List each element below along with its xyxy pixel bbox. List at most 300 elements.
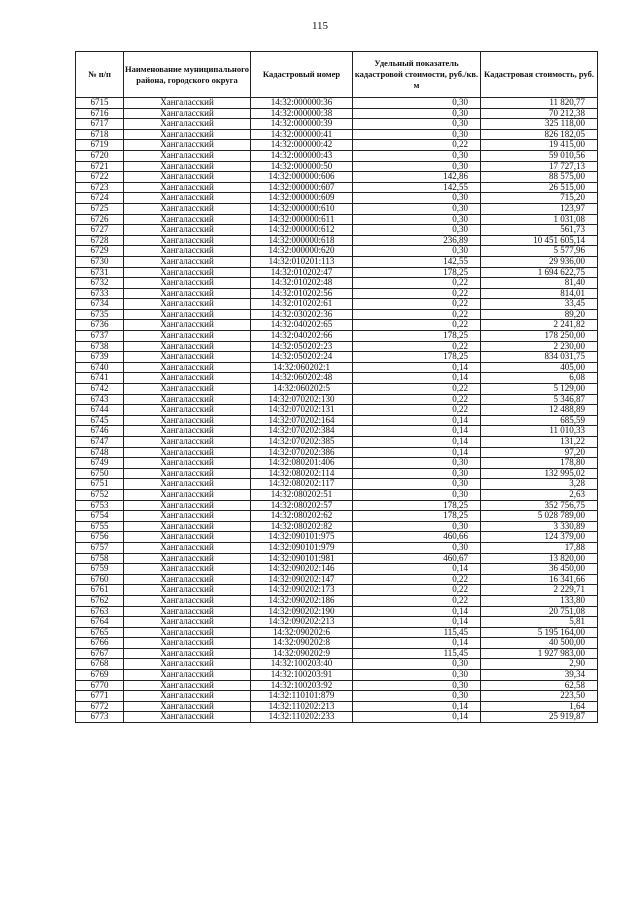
table-row xyxy=(76,489,598,500)
district-cell: Хангаласский xyxy=(124,415,251,426)
cadastral-value-cell: 826 182,05 xyxy=(481,129,598,140)
table-row xyxy=(76,595,598,606)
cadastral-value-cell: 178,80 xyxy=(481,458,598,469)
unit-value-cell: 460,66 xyxy=(353,532,481,543)
table-row xyxy=(76,701,598,712)
cadastral-value-cell: 834 031,75 xyxy=(481,352,598,363)
table-row xyxy=(76,161,598,172)
cadastral-value-cell: 62,58 xyxy=(481,680,598,691)
cadastral-number-cell: 14:32:080202:57 xyxy=(251,500,353,511)
unit-value-cell: 0,30 xyxy=(353,98,481,109)
row-number-cell: 6717 xyxy=(76,119,124,130)
cadastral-number-cell: 14:32:000000:618 xyxy=(251,235,353,246)
row-number-cell: 6771 xyxy=(76,691,124,702)
row-number-cell: 6764 xyxy=(76,617,124,628)
table-row xyxy=(76,405,598,416)
district-cell: Хангаласский xyxy=(124,405,251,416)
unit-value-cell: 0,30 xyxy=(353,225,481,236)
cadastral-value-cell: 1 927 983,00 xyxy=(481,648,598,659)
cadastral-value-cell: 88 575,00 xyxy=(481,172,598,183)
district-cell: Хангаласский xyxy=(124,595,251,606)
unit-value-cell: 0,30 xyxy=(353,214,481,225)
table-row xyxy=(76,394,598,405)
unit-value-cell: 0,30 xyxy=(353,108,481,119)
district-cell: Хангаласский xyxy=(124,256,251,267)
cadastral-value-cell: 405,00 xyxy=(481,362,598,373)
district-cell: Хангаласский xyxy=(124,701,251,712)
cadastral-number-cell: 14:32:000000:607 xyxy=(251,182,353,193)
district-cell: Хангаласский xyxy=(124,437,251,448)
cadastral-number-cell: 14:32:010201:113 xyxy=(251,256,353,267)
cadastral-value-cell: 685,59 xyxy=(481,415,598,426)
district-cell: Хангаласский xyxy=(124,670,251,681)
cadastral-value-cell: 132 995,02 xyxy=(481,468,598,479)
row-number-cell: 6747 xyxy=(76,437,124,448)
unit-value-cell: 0,14 xyxy=(353,373,481,384)
row-number-cell: 6735 xyxy=(76,309,124,320)
cadastral-number-cell: 14:32:090202:190 xyxy=(251,606,353,617)
table-row xyxy=(76,479,598,490)
cadastral-value-cell: 131,22 xyxy=(481,437,598,448)
district-cell: Хангаласский xyxy=(124,119,251,130)
cadastral-value-cell: 70 212,38 xyxy=(481,108,598,119)
table-header-row xyxy=(76,52,598,98)
table-row xyxy=(76,140,598,151)
cadastral-number-cell: 14:32:070202:386 xyxy=(251,447,353,458)
unit-value-cell: 142,55 xyxy=(353,182,481,193)
cadastral-number-cell: 14:32:060202:5 xyxy=(251,384,353,395)
unit-value-cell: 178,25 xyxy=(353,267,481,278)
district-cell: Хангаласский xyxy=(124,447,251,458)
unit-value-cell: 178,25 xyxy=(353,352,481,363)
district-cell: Хангаласский xyxy=(124,299,251,310)
unit-value-cell: 0,22 xyxy=(353,278,481,289)
unit-value-cell: 0,30 xyxy=(353,479,481,490)
cadastral-value-cell: 1 031,08 xyxy=(481,214,598,225)
district-cell: Хангаласский xyxy=(124,214,251,225)
cadastral-value-cell: 352 756,75 xyxy=(481,500,598,511)
unit-value-cell: 0,30 xyxy=(353,468,481,479)
unit-value-cell: 0,22 xyxy=(353,140,481,151)
cadastral-value-cell: 5 129,00 xyxy=(481,384,598,395)
row-number-cell: 6731 xyxy=(76,267,124,278)
row-number-cell: 6720 xyxy=(76,150,124,161)
district-cell: Хангаласский xyxy=(124,638,251,649)
table-row xyxy=(76,256,598,267)
cadastral-number-cell: 14:32:030202:36 xyxy=(251,309,353,320)
cadastral-number-cell: 14:32:070202:131 xyxy=(251,405,353,416)
row-number-cell: 6762 xyxy=(76,595,124,606)
district-cell: Хангаласский xyxy=(124,532,251,543)
unit-value-cell: 178,25 xyxy=(353,331,481,342)
cadastral-value-cell: 5 195 164,00 xyxy=(481,627,598,638)
unit-value-cell: 0,22 xyxy=(353,574,481,585)
cadastral-number-cell: 14:32:080201:406 xyxy=(251,458,353,469)
row-number-cell: 6754 xyxy=(76,511,124,522)
district-cell: Хангаласский xyxy=(124,574,251,585)
district-cell: Хангаласский xyxy=(124,426,251,437)
unit-value-cell: 0,22 xyxy=(353,299,481,310)
unit-value-cell: 0,22 xyxy=(353,595,481,606)
cadastral-number-cell: 14:32:010202:47 xyxy=(251,267,353,278)
table-row xyxy=(76,648,598,659)
cadastral-number-cell: 14:32:080202:117 xyxy=(251,479,353,490)
cadastral-value-cell: 124 379,00 xyxy=(481,532,598,543)
district-cell: Хангаласский xyxy=(124,691,251,702)
district-cell: Хангаласский xyxy=(124,225,251,236)
table-row xyxy=(76,659,598,670)
table-row xyxy=(76,119,598,130)
row-number-cell: 6723 xyxy=(76,182,124,193)
district-cell: Хангаласский xyxy=(124,309,251,320)
cadastral-value-cell: 178 250,00 xyxy=(481,331,598,342)
cadastral-value-cell: 223,50 xyxy=(481,691,598,702)
page-number: 115 xyxy=(311,20,329,32)
unit-value-cell: 178,25 xyxy=(353,500,481,511)
row-number-cell: 6763 xyxy=(76,606,124,617)
unit-value-cell: 0,30 xyxy=(353,150,481,161)
row-number-cell: 6732 xyxy=(76,278,124,289)
table-row xyxy=(76,267,598,278)
row-number-cell: 6743 xyxy=(76,394,124,405)
table-row xyxy=(76,373,598,384)
unit-value-cell: 178,25 xyxy=(353,511,481,522)
table-row xyxy=(76,532,598,543)
row-number-cell: 6733 xyxy=(76,288,124,299)
table-row xyxy=(76,585,598,596)
row-number-cell: 6736 xyxy=(76,320,124,331)
header-cadastral-value: Кадастровая стоимость, руб. xyxy=(481,52,598,98)
cadastral-value-cell: 715,20 xyxy=(481,193,598,204)
header-unit-value: Удельный показатель кадастровой стоимости, руб./кв. м xyxy=(353,52,481,98)
cadastral-number-cell: 14:32:040202:65 xyxy=(251,320,353,331)
header-row-number: № п/п xyxy=(76,52,124,98)
district-cell: Хангаласский xyxy=(124,362,251,373)
cadastral-value-cell: 1 694 622,75 xyxy=(481,267,598,278)
cadastral-value-cell: 3 330,89 xyxy=(481,521,598,532)
unit-value-cell: 0,14 xyxy=(353,617,481,628)
unit-value-cell: 0,22 xyxy=(353,320,481,331)
header-district: Наименование муниципального района, городского округа xyxy=(124,52,251,98)
cadastral-number-cell: 14:32:090202:6 xyxy=(251,627,353,638)
table-row xyxy=(76,712,598,723)
district-cell: Хангаласский xyxy=(124,542,251,553)
row-number-cell: 6728 xyxy=(76,235,124,246)
table-row xyxy=(76,150,598,161)
cadastral-number-cell: 14:32:100203:92 xyxy=(251,680,353,691)
unit-value-cell: 0,22 xyxy=(353,585,481,596)
unit-value-cell: 115,45 xyxy=(353,627,481,638)
cadastral-value-cell: 10 451 605,14 xyxy=(481,235,598,246)
row-number-cell: 6738 xyxy=(76,341,124,352)
district-cell: Хангаласский xyxy=(124,193,251,204)
table-row xyxy=(76,542,598,553)
district-cell: Хангаласский xyxy=(124,108,251,119)
cadastral-number-cell: 14:32:000000:612 xyxy=(251,225,353,236)
district-cell: Хангаласский xyxy=(124,267,251,278)
cadastral-value-cell: 6,08 xyxy=(481,373,598,384)
table-row xyxy=(76,553,598,564)
district-cell: Хангаласский xyxy=(124,161,251,172)
unit-value-cell: 0,30 xyxy=(353,521,481,532)
district-cell: Хангаласский xyxy=(124,373,251,384)
row-number-cell: 6739 xyxy=(76,352,124,363)
row-number-cell: 6752 xyxy=(76,489,124,500)
row-number-cell: 6757 xyxy=(76,542,124,553)
cadastral-number-cell: 14:32:090202:147 xyxy=(251,574,353,585)
cadastral-value-cell: 2 229,71 xyxy=(481,585,598,596)
cadastral-value-cell: 89,20 xyxy=(481,309,598,320)
cadastral-number-cell: 14:32:060202:1 xyxy=(251,362,353,373)
cadastral-number-cell: 14:32:000000:611 xyxy=(251,214,353,225)
unit-value-cell: 0,14 xyxy=(353,447,481,458)
unit-value-cell: 236,89 xyxy=(353,235,481,246)
table-body xyxy=(76,98,598,723)
unit-value-cell: 0,30 xyxy=(353,542,481,553)
cadastral-value-cell: 17 727,13 xyxy=(481,161,598,172)
district-cell: Хангаласский xyxy=(124,172,251,183)
cadastral-value-cell: 814,01 xyxy=(481,288,598,299)
cadastral-value-cell: 36 450,00 xyxy=(481,564,598,575)
cadastral-number-cell: 14:32:000000:610 xyxy=(251,203,353,214)
row-number-cell: 6750 xyxy=(76,468,124,479)
district-cell: Хангаласский xyxy=(124,627,251,638)
district-cell: Хангаласский xyxy=(124,489,251,500)
table-row xyxy=(76,447,598,458)
unit-value-cell: 0,30 xyxy=(353,489,481,500)
table-row xyxy=(76,172,598,183)
unit-value-cell: 0,22 xyxy=(353,341,481,352)
table-row xyxy=(76,521,598,532)
unit-value-cell: 0,30 xyxy=(353,193,481,204)
cadastral-number-cell: 14:32:000000:39 xyxy=(251,119,353,130)
district-cell: Хангаласский xyxy=(124,468,251,479)
district-cell: Хангаласский xyxy=(124,384,251,395)
cadastral-number-cell: 14:32:070202:385 xyxy=(251,437,353,448)
table-row xyxy=(76,362,598,373)
cadastral-number-cell: 14:32:090101:979 xyxy=(251,542,353,553)
header-cadastral-number: Кадастровый номер xyxy=(251,52,353,98)
cadastral-number-cell: 14:32:090101:981 xyxy=(251,553,353,564)
row-number-cell: 6734 xyxy=(76,299,124,310)
table-row xyxy=(76,680,598,691)
table-row xyxy=(76,606,598,617)
cadastral-number-cell: 14:32:110101:879 xyxy=(251,691,353,702)
district-cell: Хангаласский xyxy=(124,521,251,532)
table-row xyxy=(76,638,598,649)
district-cell: Хангаласский xyxy=(124,458,251,469)
row-number-cell: 6753 xyxy=(76,500,124,511)
unit-value-cell: 0,14 xyxy=(353,638,481,649)
district-cell: Хангаласский xyxy=(124,98,251,109)
row-number-cell: 6718 xyxy=(76,129,124,140)
unit-value-cell: 0,14 xyxy=(353,362,481,373)
row-number-cell: 6726 xyxy=(76,214,124,225)
unit-value-cell: 115,45 xyxy=(353,648,481,659)
cadastral-number-cell: 14:32:090202:146 xyxy=(251,564,353,575)
unit-value-cell: 0,14 xyxy=(353,712,481,723)
district-cell: Хангаласский xyxy=(124,394,251,405)
row-number-cell: 6722 xyxy=(76,172,124,183)
cadastral-value-cell: 1,64 xyxy=(481,701,598,712)
cadastral-number-cell: 14:32:090202:173 xyxy=(251,585,353,596)
table-row xyxy=(76,246,598,257)
table-row xyxy=(76,384,598,395)
district-cell: Хангаласский xyxy=(124,182,251,193)
row-number-cell: 6755 xyxy=(76,521,124,532)
table-row xyxy=(76,458,598,469)
cadastral-value-cell: 2,63 xyxy=(481,489,598,500)
cadastral-number-cell: 14:32:090202:9 xyxy=(251,648,353,659)
unit-value-cell: 0,30 xyxy=(353,161,481,172)
unit-value-cell: 0,30 xyxy=(353,129,481,140)
cadastral-number-cell: 14:32:070202:384 xyxy=(251,426,353,437)
district-cell: Хангаласский xyxy=(124,246,251,257)
cadastral-value-cell: 123,97 xyxy=(481,203,598,214)
cadastral-number-cell: 14:32:090101:975 xyxy=(251,532,353,543)
row-number-cell: 6729 xyxy=(76,246,124,257)
table-row xyxy=(76,331,598,342)
table-row xyxy=(76,511,598,522)
cadastral-number-cell: 14:32:080202:62 xyxy=(251,511,353,522)
unit-value-cell: 142,55 xyxy=(353,256,481,267)
row-number-cell: 6766 xyxy=(76,638,124,649)
cadastral-number-cell: 14:32:000000:42 xyxy=(251,140,353,151)
row-number-cell: 6721 xyxy=(76,161,124,172)
cadastral-number-cell: 14:32:080202:51 xyxy=(251,489,353,500)
cadastral-value-cell: 29 936,00 xyxy=(481,256,598,267)
row-number-cell: 6719 xyxy=(76,140,124,151)
row-number-cell: 6761 xyxy=(76,585,124,596)
table-row xyxy=(76,320,598,331)
unit-value-cell: 0,22 xyxy=(353,288,481,299)
table-row xyxy=(76,352,598,363)
row-number-cell: 6758 xyxy=(76,553,124,564)
row-number-cell: 6746 xyxy=(76,426,124,437)
unit-value-cell: 0,30 xyxy=(353,119,481,130)
cadastral-number-cell: 14:32:040202:66 xyxy=(251,331,353,342)
unit-value-cell: 0,14 xyxy=(353,415,481,426)
table-row xyxy=(76,426,598,437)
district-cell: Хангаласский xyxy=(124,129,251,140)
row-number-cell: 6770 xyxy=(76,680,124,691)
unit-value-cell: 0,30 xyxy=(353,246,481,257)
table-row xyxy=(76,468,598,479)
row-number-cell: 6751 xyxy=(76,479,124,490)
table-row xyxy=(76,235,598,246)
district-cell: Хангаласский xyxy=(124,235,251,246)
table-row xyxy=(76,341,598,352)
unit-value-cell: 0,22 xyxy=(353,394,481,405)
table-row xyxy=(76,415,598,426)
cadastral-value-cell: 25 919,87 xyxy=(481,712,598,723)
district-cell: Хангаласский xyxy=(124,341,251,352)
cadastral-value-cell: 97,20 xyxy=(481,447,598,458)
district-cell: Хангаласский xyxy=(124,606,251,617)
cadastral-value-cell: 81,40 xyxy=(481,278,598,289)
cadastral-value-cell: 2 241,82 xyxy=(481,320,598,331)
cadastral-number-cell: 14:32:090202:213 xyxy=(251,617,353,628)
unit-value-cell: 142,86 xyxy=(353,172,481,183)
table-row xyxy=(76,500,598,511)
district-cell: Хангаласский xyxy=(124,712,251,723)
cadastral-number-cell: 14:32:010202:48 xyxy=(251,278,353,289)
cadastral-number-cell: 14:32:070202:130 xyxy=(251,394,353,405)
row-number-cell: 6730 xyxy=(76,256,124,267)
district-cell: Хангаласский xyxy=(124,511,251,522)
cadastral-number-cell: 14:32:000000:38 xyxy=(251,108,353,119)
table-row xyxy=(76,670,598,681)
cadastral-value-cell: 40 500,00 xyxy=(481,638,598,649)
table-row xyxy=(76,182,598,193)
cadastral-number-cell: 14:32:110202:213 xyxy=(251,701,353,712)
row-number-cell: 6737 xyxy=(76,331,124,342)
cadastral-value-cell: 3,28 xyxy=(481,479,598,490)
cadastral-number-cell: 14:32:090202:8 xyxy=(251,638,353,649)
table-row xyxy=(76,288,598,299)
row-number-cell: 6760 xyxy=(76,574,124,585)
row-number-cell: 6744 xyxy=(76,405,124,416)
cadastral-number-cell: 14:32:050202:24 xyxy=(251,352,353,363)
cadastral-value-cell: 39,34 xyxy=(481,670,598,681)
cadastral-value-cell: 5 577,96 xyxy=(481,246,598,257)
cadastral-value-cell: 11 010,33 xyxy=(481,426,598,437)
district-cell: Хангаласский xyxy=(124,331,251,342)
cadastral-value-cell: 5 346,87 xyxy=(481,394,598,405)
cadastral-value-cell: 16 341,66 xyxy=(481,574,598,585)
row-number-cell: 6765 xyxy=(76,627,124,638)
cadastral-number-cell: 14:32:100203:91 xyxy=(251,670,353,681)
cadastral-value-cell: 17,88 xyxy=(481,542,598,553)
cadastral-number-cell: 14:32:000000:36 xyxy=(251,98,353,109)
cadastral-number-cell: 14:32:010202:56 xyxy=(251,288,353,299)
cadastral-number-cell: 14:32:000000:43 xyxy=(251,150,353,161)
cadastral-value-cell: 26 515,00 xyxy=(481,182,598,193)
cadastral-number-cell: 14:32:080202:114 xyxy=(251,468,353,479)
table-row xyxy=(76,214,598,225)
cadastral-value-cell: 133,80 xyxy=(481,595,598,606)
district-cell: Хангаласский xyxy=(124,617,251,628)
table-row xyxy=(76,437,598,448)
cadastral-value-cell: 5,81 xyxy=(481,617,598,628)
unit-value-cell: 0,30 xyxy=(353,659,481,670)
cadastral-value-cell: 33,45 xyxy=(481,299,598,310)
cadastral-value-cell: 59 010,56 xyxy=(481,150,598,161)
table-row xyxy=(76,564,598,575)
row-number-cell: 6767 xyxy=(76,648,124,659)
district-cell: Хангаласский xyxy=(124,564,251,575)
unit-value-cell: 0,14 xyxy=(353,606,481,617)
row-number-cell: 6768 xyxy=(76,659,124,670)
row-number-cell: 6724 xyxy=(76,193,124,204)
row-number-cell: 6748 xyxy=(76,447,124,458)
table-row xyxy=(76,108,598,119)
district-cell: Хангаласский xyxy=(124,320,251,331)
unit-value-cell: 0,14 xyxy=(353,426,481,437)
row-number-cell: 6716 xyxy=(76,108,124,119)
district-cell: Хангаласский xyxy=(124,140,251,151)
cadastral-value-cell: 2 230,00 xyxy=(481,341,598,352)
row-number-cell: 6756 xyxy=(76,532,124,543)
cadastral-value-cell: 20 751,08 xyxy=(481,606,598,617)
unit-value-cell: 0,14 xyxy=(353,437,481,448)
district-cell: Хангаласский xyxy=(124,659,251,670)
district-cell: Хангаласский xyxy=(124,288,251,299)
cadastral-number-cell: 14:32:100203:40 xyxy=(251,659,353,670)
cadastral-value-cell: 19 415,00 xyxy=(481,140,598,151)
unit-value-cell: 0,30 xyxy=(353,203,481,214)
table-row xyxy=(76,203,598,214)
